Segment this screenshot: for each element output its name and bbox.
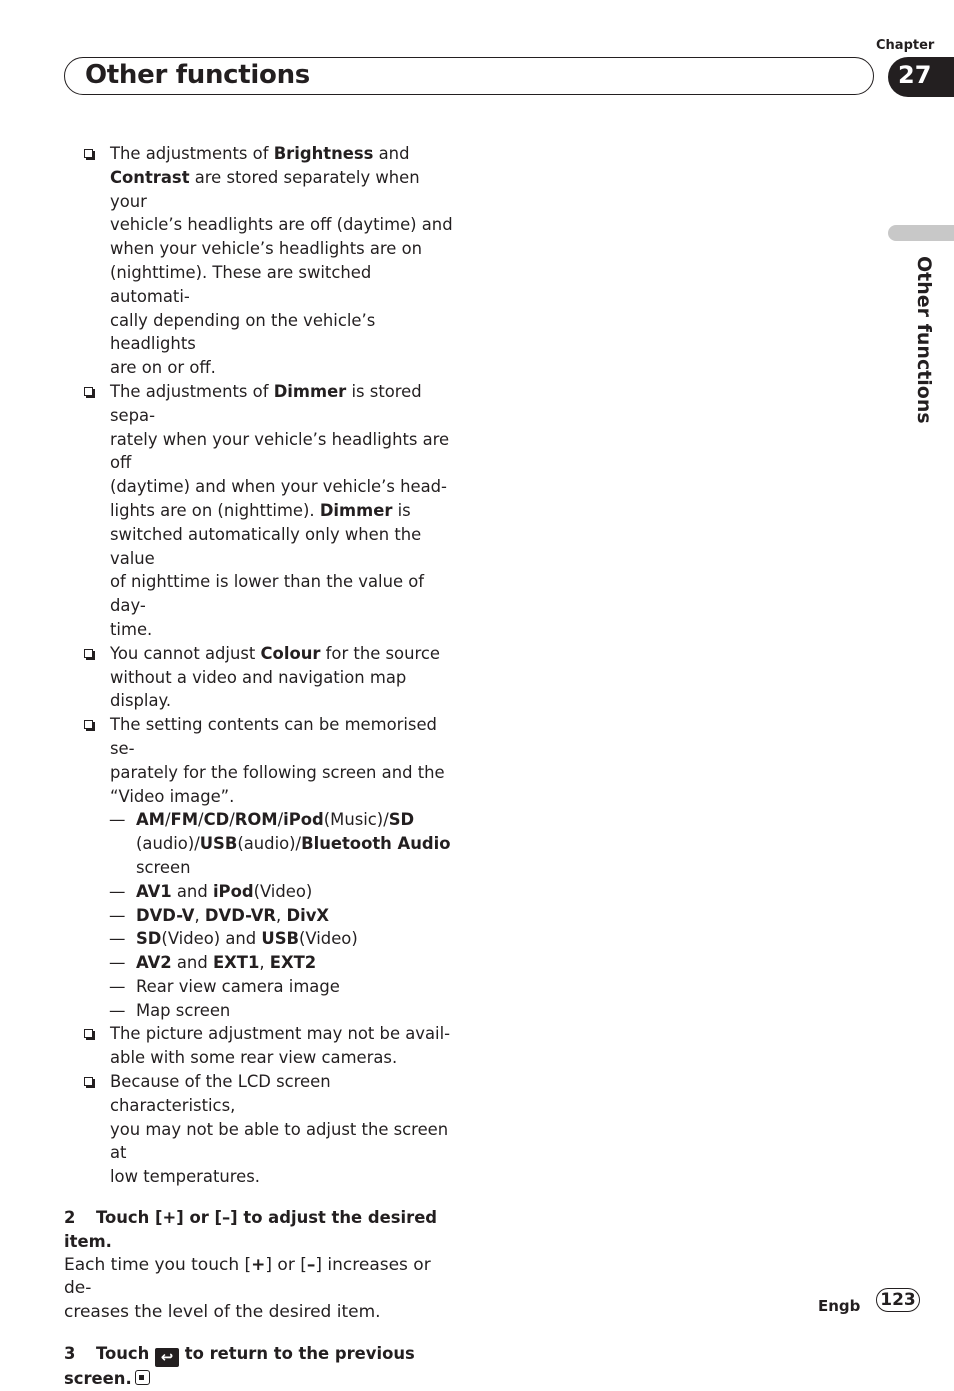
- list-item: [64, 999, 456, 1023]
- text-run: Rear view camera image: [136, 976, 340, 996]
- bold-term: DVD-VR: [204, 905, 277, 925]
- step-3-heading: [64, 1342, 456, 1391]
- checkbox-bullet-icon: [84, 1077, 93, 1086]
- bold-term: SD: [388, 810, 415, 830]
- list-item: [64, 951, 456, 975]
- text-run: rately when your vehicle’s headlights are off: [110, 429, 450, 473]
- step-number: 3: [64, 1344, 76, 1364]
- text-line: [136, 808, 456, 832]
- text-run: /: [229, 810, 235, 830]
- list-item: [64, 975, 456, 999]
- text-run: are on or off.: [110, 358, 216, 378]
- page-title-frame: [64, 57, 874, 95]
- bold-term: Contrast: [110, 167, 190, 187]
- bold-term: FM: [170, 810, 199, 830]
- step-heading-text: Touch [+] or [–] to adjust the desired: [96, 1208, 438, 1228]
- bold-term: +: [251, 1254, 266, 1275]
- text-line: [110, 1165, 456, 1189]
- checkbox-bullet-icon: [84, 649, 93, 658]
- text-run: /: [277, 810, 284, 830]
- text-run: (Video) and: [161, 929, 262, 949]
- text-run: you may not be able to adjust the screen at: [110, 1119, 449, 1163]
- bold-term: DVD-V: [136, 905, 195, 925]
- text-line: [110, 428, 456, 476]
- chapter-number: 27: [898, 61, 932, 89]
- list-item: [64, 927, 456, 951]
- text-run: parately for the following screen and the: [110, 762, 445, 782]
- bold-term: AV1: [136, 881, 172, 901]
- text-run: (Video): [253, 881, 313, 901]
- text-line: [110, 499, 456, 523]
- bold-term: –: [306, 1254, 316, 1275]
- text-line: [110, 570, 456, 618]
- checkbox-bullet-icon: [84, 387, 93, 396]
- text-line: [110, 523, 456, 571]
- text-line: [136, 951, 456, 975]
- text-run: Each time you touch [: [64, 1254, 252, 1275]
- dash-bullet-icon: —: [109, 976, 126, 996]
- text-line: [110, 261, 456, 309]
- bold-term: Brightness: [273, 144, 374, 163]
- text-line: [110, 237, 456, 261]
- text-line: [110, 1022, 456, 1046]
- text-line: [64, 1254, 456, 1302]
- step-heading-text: to return to the previous: [184, 1344, 415, 1364]
- text-line: [110, 761, 456, 785]
- text-run: (Video): [299, 929, 358, 949]
- text-line: [110, 642, 456, 666]
- dash-bullet-icon: —: [109, 810, 126, 830]
- text-line: [136, 927, 456, 951]
- text-run: ,: [194, 905, 205, 925]
- text-line: [110, 475, 456, 499]
- chapter-label: Chapter: [876, 38, 935, 53]
- dash-bullet-icon: —: [109, 953, 126, 973]
- text-run: (audio)/: [136, 834, 200, 854]
- checkbox-bullet-icon: [84, 149, 93, 158]
- step-heading-text: screen.: [64, 1369, 132, 1389]
- text-run: ,: [259, 953, 270, 973]
- language-code: Engb: [818, 1297, 861, 1315]
- text-run: Map screen: [136, 1000, 231, 1020]
- bold-term: iPod: [283, 810, 324, 830]
- text-run: (nighttime). These are switched automati-: [110, 262, 372, 306]
- dash-bullet-icon: —: [109, 929, 126, 949]
- text-run: of nighttime is lower than the value of day-: [110, 572, 425, 616]
- text-run: The adjustments of: [110, 381, 274, 401]
- bold-term: USB: [261, 929, 299, 949]
- text-line: [110, 785, 456, 809]
- text-line: [136, 904, 456, 928]
- text-line: [110, 1070, 456, 1118]
- text-run: creases the level of the desired item.: [64, 1302, 381, 1323]
- text-line: [136, 975, 456, 999]
- text-line: [136, 880, 456, 904]
- text-run: screen: [136, 857, 191, 877]
- checkbox-bullet-icon: [84, 720, 93, 729]
- text-line: [110, 1046, 456, 1070]
- bold-term: Dimmer: [273, 381, 347, 401]
- notes-list: [64, 142, 456, 1189]
- bold-term: EXT1: [212, 953, 260, 973]
- text-run: Because of the LCD screen characteristics,: [110, 1072, 331, 1115]
- text-run: ] or [: [265, 1254, 307, 1275]
- dash-bullet-icon: —: [109, 905, 126, 925]
- text-run: are stored separately when your: [110, 167, 420, 211]
- bold-term: Dimmer: [319, 500, 393, 520]
- text-line: [110, 618, 456, 642]
- end-of-section-icon: [135, 1370, 150, 1385]
- text-run: ,: [276, 905, 287, 925]
- step-heading-text: item.: [64, 1231, 112, 1251]
- text-line: [110, 142, 456, 166]
- note-item: [64, 1022, 456, 1070]
- text-line: [136, 856, 456, 880]
- bold-term: DivX: [286, 905, 330, 925]
- bold-term: SD: [136, 929, 162, 949]
- list-item: [64, 880, 456, 904]
- text-run: and: [373, 144, 410, 163]
- text-run: is: [392, 500, 411, 520]
- step-number: 2: [64, 1208, 76, 1228]
- text-run: (daytime) and when your vehicle’s head-: [110, 477, 447, 497]
- text-run: for the source: [320, 643, 440, 663]
- back-arrow-icon: ↩: [155, 1348, 179, 1367]
- note-item: [64, 380, 456, 642]
- main-content: [64, 142, 456, 1391]
- text-line: [64, 1301, 456, 1325]
- text-run: (audio)/: [237, 834, 302, 854]
- text-line: [110, 713, 456, 761]
- page-title: Other functions: [85, 60, 310, 90]
- text-run: able with some rear view cameras.: [110, 1048, 398, 1068]
- text-line: [110, 666, 456, 714]
- text-run: is stored sepa-: [110, 381, 422, 425]
- text-run: You cannot adjust: [110, 643, 261, 663]
- bold-term: USB: [199, 834, 238, 854]
- bold-term: Colour: [260, 643, 321, 663]
- text-run: cally depending on the vehicle’s headlights: [110, 310, 376, 354]
- text-line: [110, 1118, 456, 1166]
- text-run: low temperatures.: [110, 1167, 260, 1187]
- text-run: lights are on (nighttime).: [110, 500, 320, 520]
- text-run: vehicle’s headlights are off (daytime) and: [110, 215, 453, 235]
- text-run: and: [171, 881, 213, 901]
- text-line: [110, 213, 456, 237]
- text-run: without a video and navigation map display.: [110, 667, 407, 711]
- side-tab-marker: [888, 225, 954, 241]
- step-2-heading: [64, 1206, 456, 1254]
- bold-term: EXT2: [269, 953, 317, 973]
- text-line: [110, 309, 456, 357]
- text-line: [136, 999, 456, 1023]
- text-line: [110, 166, 456, 214]
- text-run: and: [171, 953, 213, 973]
- note-item: [64, 713, 456, 808]
- step-heading-text: Touch: [96, 1344, 150, 1364]
- list-item: [64, 808, 456, 879]
- side-tab-label: Other functions: [913, 256, 935, 424]
- text-run: “Video image”.: [110, 786, 235, 806]
- bold-term: AV2: [136, 953, 172, 973]
- note-item: [64, 1070, 456, 1189]
- text-run: ] increases or de-: [64, 1254, 431, 1299]
- text-run: time.: [110, 619, 153, 639]
- text-line: [110, 356, 456, 380]
- bold-term: Bluetooth Audio: [301, 834, 451, 854]
- text-run: The adjustments of: [110, 144, 274, 163]
- list-item: [64, 904, 456, 928]
- checkbox-bullet-icon: [84, 1029, 93, 1038]
- step-2-body: [64, 1254, 456, 1325]
- page-number: 123: [876, 1288, 920, 1312]
- text-line: [136, 832, 456, 856]
- dash-bullet-icon: —: [109, 881, 126, 901]
- chapter-number-badge: [888, 57, 954, 97]
- bold-term: AM: [136, 810, 165, 830]
- bold-term: iPod: [212, 881, 254, 901]
- note-item: [64, 642, 456, 713]
- text-line: [110, 380, 456, 428]
- text-run: The setting contents can be memorised se-: [110, 715, 437, 758]
- bold-term: ROM: [234, 810, 278, 830]
- side-tab: [913, 256, 939, 436]
- dash-bullet-icon: —: [109, 1000, 126, 1020]
- text-run: The picture adjustment may not be avail-: [110, 1024, 451, 1044]
- note-item: [64, 142, 456, 380]
- bold-term: CD: [203, 810, 230, 830]
- text-run: /: [165, 810, 171, 830]
- text-run: switched automatically only when the value: [110, 524, 422, 568]
- text-run: /: [198, 810, 204, 830]
- text-run: when your vehicle’s headlights are on: [110, 239, 423, 259]
- text-run: (Music)/: [323, 810, 389, 830]
